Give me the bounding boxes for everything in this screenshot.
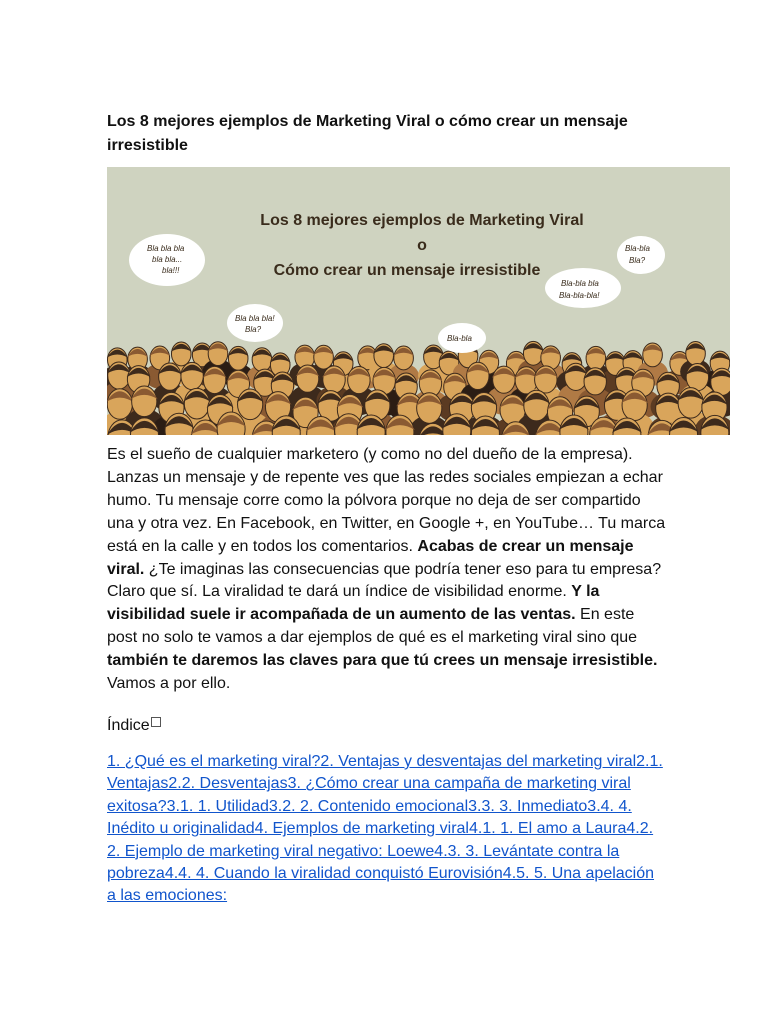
paragraph-bold-3: también te daremos las claves para que tú crees un mensaje irresistible. [107,652,658,670]
paragraph-text-2: ¿Te imaginas las consecuencias que podría tener eso para tu empresa? Claro que sí. La viralidad te dará un índice de visibilidad enorme. [107,560,662,601]
banner-title-line2: o [417,237,427,254]
paragraph-bold-2: Y la visibilidad suele ir acompañada de un aumento de las ventas. [107,583,600,624]
index-label: Índice [107,716,150,734]
speech-bubble-4 [545,268,621,308]
speech-bubble-2 [227,304,283,342]
speech-bubble-5 [617,236,665,274]
svg-text:Bla bla bla!Bla?: Bla bla bla! Bla? [235,314,275,334]
paragraph-text-1: Es el sueño de cualquier marketero (y como no del dueño de la empresa). Lanzas un mensaje y de repente ves que las redes sociales empiezan a echar humo. Tu mensaje corre como la pólvora porque no deja de ser compartido una y otra vez. En Facebook, en Twitter, en Google +, en YouTube… Tu marca está en la calle y en todos los comentarios. [107,446,666,555]
paragraph-text-4: Vamos a por ello. [107,675,231,693]
svg-text:Bla bla blabla bla...bla!!!: Bla bla bla bla bla... bla!!! [147,244,185,275]
checkbox-icon[interactable] [151,717,161,727]
speech-bubble-1 [129,234,205,286]
page-title: Los 8 mejores ejemplos de Marketing Viral o cómo crear un mensaje irresistible [107,113,628,154]
banner-image [107,167,730,435]
svg-text:Bla-bla: Bla-bla [447,334,472,343]
intro-paragraph [107,444,667,696]
banner-title-line1: Los 8 mejores ejemplos de Marketing Viral [260,212,584,229]
index-heading [107,716,663,736]
paragraph-text-3: En este post no solo te vamos a dar ejemplos de qué es el marketing viral sino que [107,606,638,647]
speech-bubble-3 [438,323,486,353]
svg-text:Bla-bla blaBla-bla-bla!: Bla-bla bla Bla-bla-bla! [559,279,600,300]
table-of-contents [107,751,667,908]
paragraph-bold-1: Acabas de crear un mensaje viral. [107,537,634,578]
svg-text:Bla-blaBla?: Bla-bla Bla? [625,244,650,265]
document-page [107,110,666,908]
toc-link[interactable]: 1. ¿Qué es el marketing viral?2. Ventajas y desventajas del marketing viral2.1. Ventajas2.2. Desventajas3. ¿Cómo crear una campaña de marketing viral exitosa?3.1. 1. Utilidad3.2. 2. Contenido emocional3.3. 3. Inmediato3.4. 4. Inédito u originalidad4. Ejemplos de marketing viral4.1. 1. El amo a Laura4.2. 2. Ejemplo de marketing viral negativo: Loewe4.3. 3. Levántate contra la pobreza4.4. 4. Cuando la viralidad conquistó Eurovisión4.5. 5. Una apelación a las emociones: [107,752,663,905]
banner-title-line3: Cómo crear un mensaje irresistible [273,262,541,279]
